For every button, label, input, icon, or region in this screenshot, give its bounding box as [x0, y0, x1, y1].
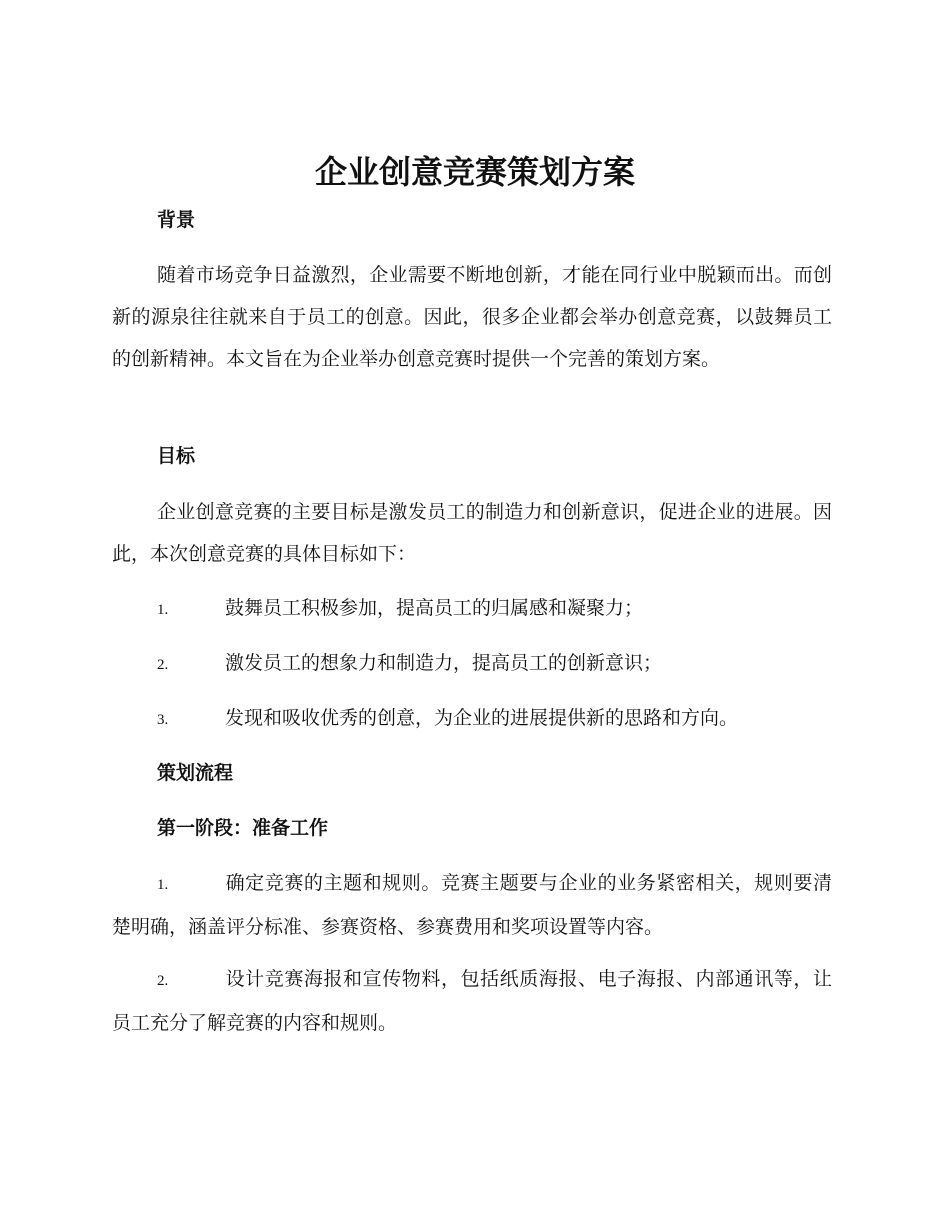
- list-item-text: 激发员工的想象力和制造力，提高员工的创新意识；: [225, 652, 663, 674]
- list-item-text: 确定竞赛的主题和规则。竞赛主题要与企业的业务紧密相关，规则要清楚明确，涵盖评分标准、参赛资格、参赛费用和奖项设置等内容。: [112, 872, 832, 938]
- section-heading-goals: 目标: [157, 445, 196, 467]
- goal-list-item: [112, 587, 832, 631]
- background-paragraph: 随着市场竞争日益激烈，企业需要不断地创新，才能在同行业中脱颖而出。而创新的源泉往往就来自于员工的创意。因此，很多企业都会举办创意竞赛，以鼓舞员工的创新精神。本文旨在为企业举办创意竞赛时提供一个完善的策划方案。: [112, 264, 832, 370]
- section-heading-process: 策划流程: [157, 762, 234, 784]
- section-heading-background: 背景: [157, 209, 196, 231]
- list-item-text: 发现和吸收优秀的创意，为企业的进展提供新的思路和方向。: [225, 707, 739, 729]
- goals-paragraph: 企业创意竞赛的主要目标是激发员工的制造力和创新意识，促进企业的进展。因此，本次创意竞赛的具体目标如下：: [112, 501, 832, 565]
- document-title: 企业创意竞赛策划方案: [314, 153, 635, 191]
- list-number: 1.: [157, 602, 169, 618]
- goal-list-item: [112, 642, 832, 686]
- list-number: 2.: [157, 973, 169, 989]
- list-number: 1.: [157, 877, 169, 893]
- list-number: 2.: [157, 657, 169, 673]
- stage1-list-item: [112, 862, 832, 948]
- subsection-heading-stage1: 第一阶段：准备工作: [157, 817, 329, 839]
- list-item-text: 设计竞赛海报和宣传物料，包括纸质海报、电子海报、内部通讯等，让员工充分了解竞赛的内容和规则。: [112, 968, 832, 1034]
- list-item-text: 鼓舞员工积极参加，提高员工的归属感和凝聚力；: [225, 597, 644, 619]
- list-number: 3.: [157, 712, 169, 728]
- goal-list-item: [112, 697, 832, 741]
- stage1-list-item: [112, 958, 832, 1044]
